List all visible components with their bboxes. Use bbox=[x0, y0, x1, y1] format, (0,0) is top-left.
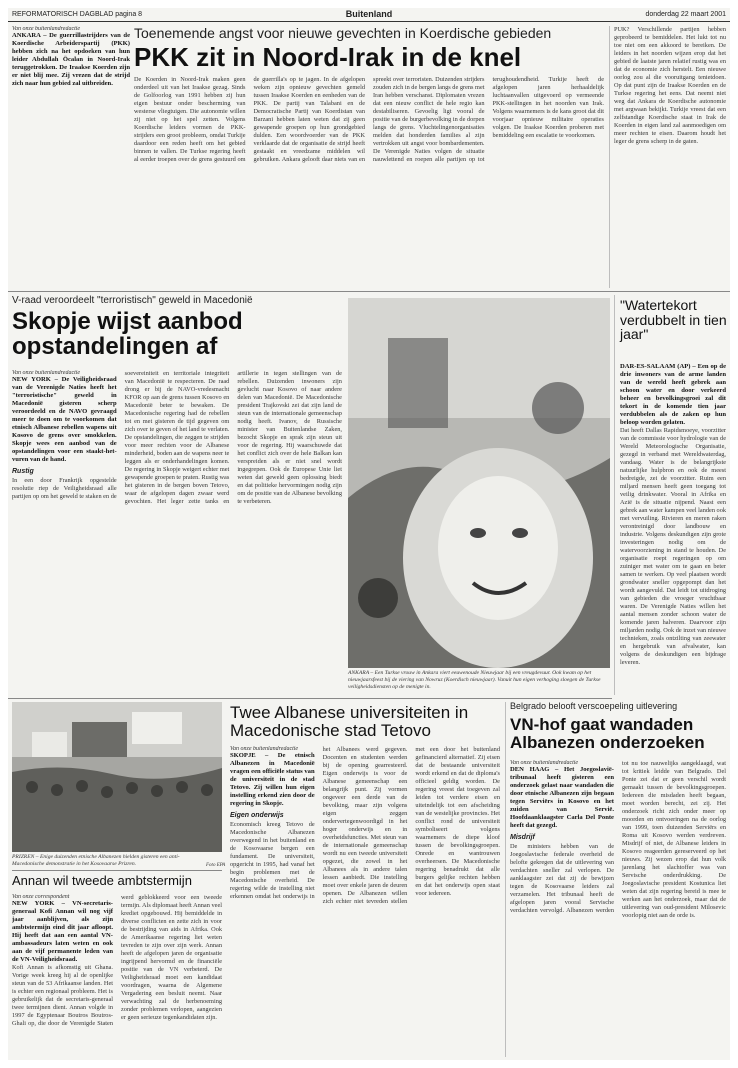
story3-body: Economisch kreeg Tetovo de Macedonische Albanezen overwegend in het buitenland en de Kosovaarse bergen een fundament. De universiteit, opgericht in 1995, had vanaf het begin problemen met de Macedonische overheid. De regering wilde de instelling niet erkennen omdat het onderwijs in het Albanees werd gegeven. Docenten en studenten werden bij de opening gearresteerd. Eigen onderwijs is voor de Albanese gemeenschap een belangrijk punt. Zij vormen ongeveer een derde van de bevolking, maar zijn volgens eigen zeggen ondervertegenwoordigd in het hoger onderwijs en in overheidsfuncties. Met steun van de internationale gemeenschap wordt nu een tweede universiteit opgezet, die zowel in het Albanees als in andere talen lessen aanbiedt. Die instelling moet over enkele jaren de deuren openen. De Albanezen willen zich echter niet tevreden stellen met een door het buitenland gefinancierd alternatief. Zij eisen dat de bestaande universiteit wordt erkend en dat de diploma's officieel geldig worden. De regering vreest dat toegeven zal leiden tot verdere eisen en uiteindelijk tot een afscheiding van de westelijke provincies. Het conflict rond de universiteit symboliseert volgens waarnemers de diepe kloof tussen de bevolkingsgroepen. Onrede en wantrouwen overheersen. De Macedonische regering benadrukt dat alle burgers gelijke rechten hebben en dat het onderwijs open staat voor iedereen. bbox=[230, 746, 500, 905]
story2-body-columns bbox=[12, 370, 342, 680]
paper-name: REFORMATORISCH DAGBLAD pagina 8 bbox=[12, 11, 143, 18]
photo-prizren-image bbox=[12, 702, 222, 852]
story5-body-columns bbox=[12, 894, 222, 1056]
column-divider bbox=[614, 295, 615, 695]
sidebar2-columns bbox=[620, 363, 726, 695]
story5-lead: NEW YORK – VN-secretaris-generaal Kofi Annan wil nog vijf jaar aanblijven, als zijn ambtstermijn eind dit jaar afloopt. Hij heeft dat aan een aantal VN-ambassadeurs laten weten en ook aan de vijf permanente leden van de VN-Veiligheidsraad. bbox=[12, 900, 113, 963]
story2-byline: Van onze buitenlandredactie bbox=[12, 370, 81, 376]
column-divider bbox=[609, 26, 610, 288]
story4-byline: Van onze buitenlandredactie bbox=[510, 760, 579, 766]
column-divider bbox=[505, 702, 506, 1057]
story2-body: In een door Frankrijk opgestelde resolutie riep de Veiligheidsraad alle partijen op om het geweld te staken en de soevereiniteit en territoriale integriteit van Macedonië te respecteren. De raad drong er bij de NAVO-vredesmacht KFOR op aan de grens tussen Kosovo en Macedonië beter te bewaken. De Macedonische regering had de rebellen tot en met gisteren de tijd gegeven om zich over te geven of het land te verlaten. De opstandelingen, die zeggen te strijden voor meer rechten voor de Albanese minderheid, boden aan de wapens neer te leggen als er onderhandelingen komen. De regering in Skopje weigert echter met gewapende groepen te praten. Rustig was het gisteren in de bergen boven Tetovo, waar de afgelopen dagen zwaar werd gevochten. Het leger zette tanks en artillerie in tegen stellingen van de rebellen. Duizenden inwoners zijn gevlucht naar Kosovo of naar andere delen van Macedonië. De Macedonische president Trajkovski zei dat zijn land de steun van de internationale gemeenschap nodig heeft. Ivanov, de Russische minister van Buitenlandse Zaken, bezocht Skopje en sprak zijn steun uit voor de regering. Hij waarschuwde dat het conflict zich over de hele Balkan kan verspreiden als er niet snel wordt ingegrepen. Ook de Europese Unie liet weten dat geweld geen oplossing biedt en dat politieke hervormingen nodig zijn om de positie van de Albanese bevolking te verbeteren. bbox=[12, 370, 342, 505]
story1-headline: PKK zit in Noord-Irak in de knel bbox=[134, 42, 522, 72]
story4-lead: DEN HAAG – Het Joegoslavië-tribunaal heeft gisteren een onderzoek gelast naar wandaden die door etnische Albanezen zijn begaan tegen Serviërs in Kosovo en het zuiden van Servië. Hoofdaanklaagster Carla Del Ponte heeft dat gezegd. bbox=[510, 766, 614, 829]
story2-lead: NEW YORK – De Veiligheidsraad van de Verenigde Naties heeft het "terroristische" geweld in Macedonië gisteren scherp veroordeeld en de NAVO gevraagd meer te doen om te voorkomen dat etnisch Albanese rebellen wapens uit Kosovo de grens over smokkelen. Skopje wees een aanbod van de opstandelingen voor een staakt-het-vuren van de hand. bbox=[12, 376, 117, 463]
header-rule bbox=[8, 21, 730, 22]
story1-byline: Van onze buitenlandredactie bbox=[12, 26, 81, 32]
story5-headline: Annan wil tweede ambtstermijn bbox=[12, 873, 192, 888]
photo1-caption: ANKARA – Een Turkse vrouw in Ankara viert eeuwenoude Nieuwjaar bij een vreugdevuur. Ook kwam op het nieuwjaarsfeest bij de viering van Nowruz (Koerdisch nieuwjaar). Vanuit hun eigen verhoging sloegen de Turkse veiligheidsdiensten op de menigte in. bbox=[348, 670, 601, 690]
photo2-caption: PRIZREN – Enige duizenden etnische Albanezen hielden gisteren een anti-Macedonische demonstratie in het Kosovaarse Prizren. bbox=[12, 854, 180, 867]
story4-body-columns bbox=[510, 760, 726, 1056]
section-rule bbox=[8, 291, 730, 292]
story3-body-columns bbox=[230, 746, 500, 1056]
story4-kicker: Belgrado belooft verscoepeling uitlevering bbox=[510, 701, 678, 711]
news-photo-prizren bbox=[12, 702, 222, 852]
story1-lead: ANKARA – De guerrillastrijders van de Koerdische Arbeiderspartij (PKK) hebben zich na het opdoeken van hun leider Abdullah Öcalan in Noord-Irak teruggetrokken. De Iraakse Koerden zijn er niet blij mee. Zij vrezen dat de strijd zich naar hun gebied zal uitbreiden. bbox=[12, 32, 130, 87]
sidebar2-lead: DAR-ES-SALAAM (AP) – Een op de drie inwoners van de arme landen van de wereld heeft gebrek aan schoon water en door verkeerd beheer en bevolkingsgroei zal dit tekort in de komende tien jaar verdubbelen als de zaken op hun beloop worden gelaten. bbox=[620, 363, 726, 426]
story1-kicker: Toenemende angst voor nieuwe gevechten in Koerdische gebieden bbox=[134, 25, 552, 41]
story1-lead-column bbox=[12, 26, 130, 286]
story4-subhead: Misdrijf bbox=[510, 834, 535, 841]
photo-ankara-image bbox=[348, 298, 610, 668]
story3-subhead: Eigen onderwijs bbox=[230, 812, 284, 819]
story2-kicker: V-raad veroordeelt "terroristisch" geweld in Macedonië bbox=[12, 295, 253, 306]
sidebar2-headline: "Watertekort verdubbelt in tien jaar" bbox=[620, 297, 727, 343]
issue-date: donderdag 22 maart 2001 bbox=[645, 11, 726, 18]
news-photo-ankara bbox=[348, 298, 610, 668]
sidebar1-body: PUK? Verschillende partijen hebben geprobeerd te bemiddelen. Het lukt tot nu toe niet om een akkoord te bereiken. De leiders in het noorden wijzen erop dat het gebied de laatste jaren relatief rustig was en dat de economie zich herstelt. Een nieuwe oorlog zou al die vooruitgang tenietdoen. Op dat punt zijn de Iraakse Koerden en de Turkse regering het eens. Dat neemt niet weg dat Ankara de Koerdische autonomie met argwaan bekijkt. Turkije vreest dat een zelfstandige Koerdische staat in Irak de Koerden in eigen land zal aanmoedigen om meer rechten te eisen. Daarom houdt het leger de grens scherp in de gaten. bbox=[614, 26, 726, 145]
story3-lead: SKOPJE – De etnisch Albanezen in Macedonië vragen een officiële status van de universiteit in de stad Tetovo. Zij willen hun eigen instelling erkend zien door de regering in Skopje. bbox=[230, 752, 315, 807]
story4-headline: VN-hof gaat wandaden Albanezen onderzoeken bbox=[510, 715, 705, 752]
section-title: Buitenland bbox=[345, 9, 393, 19]
sidebar1 bbox=[614, 26, 726, 288]
story5-body: Kofi Annan is afkomstig uit Ghana. Vorige week kreeg hij al de openlijke steun van de 53 Afrikaanse landen. Het is echter een regionaal probleem. Het is gebruikelijk dat de secretaris-generaal twee termijnen dient. Annan volgde in 1997 de Egyptenaar Boutros Boutros-Ghali op, die door de Verenigde Staten werd geblokkeerd voor een tweede termijn. Als diplomaat heeft Annan veel krediet opgebouwd. Hij bemiddelde in diverse conflicten en zette zich in voor de bestrijding van aids in Afrika. Ook de Amerikaanse regering liet weten tevreden te zijn over zijn werk. Annan heeft de afgelopen jaren de organisatie ingrijpend hervormd en de financiële positie van de VN verbeterd. De Veiligheidsraad moet een kandidaat voordragen, waarna de Algemene Vergadering een besluit neemt. Naar verwachting zal de herbenoeming zonder problemen verlopen, aangezien er geen serieuze tegenkandidaten zijn. bbox=[12, 894, 222, 1027]
story2-headline: Skopje wijst aanbod opstandelingen af bbox=[12, 308, 243, 360]
story5-byline: Van onze correspondent bbox=[12, 894, 70, 900]
photo2-credit: Foto EPA bbox=[206, 863, 226, 868]
story1-body-columns bbox=[134, 76, 604, 284]
section-rule bbox=[12, 870, 222, 871]
story3-byline: Van onze buitenlandredactie bbox=[230, 746, 299, 752]
newspaper-page bbox=[8, 8, 730, 1060]
story2-subhead-rustig: Rustig bbox=[12, 468, 34, 475]
story3-headline: Twee Albanese universiteiten in Macedonische stad Tetovo bbox=[230, 703, 469, 740]
story1-body: De Koerden in Noord-Irak maken geen onderdeel uit van het Iraakse gezag. Sinds de Golfoorlog van 1991 hebben zij hun eigen bestuur onder bescherming van westerse vliegtuigen. Die autonomie willen zij niet op het spel zetten. Volgens Koerdische leiders vormen de PKK-strijders een groot probleem, omdat Turkije daardoor een reden heeft om het gebied binnen te vallen. De Turkse regering heeft al eerder troepen over de grens gestuurd om de guerrilla's op te jagen. In de afgelopen weken zijn opnieuw gevechten gemeld tussen Iraakse Koerden en eenheden van de PKK. De partij van Talabani en de Democratische Partij van Koerdistan van Barzani hebben laten weten dat zij geen gewapende groepen op hun grondgebied dulden. Een woordvoerder van de PKK verklaarde dat de organisatie de strijd heeft gestaakt en vreedzame middelen wil gebruiken. Ankara gelooft daar niets van en spreekt over terroristen. Duizenden strijders zouden zich in de bergen langs de grens met Iran hebben verschanst. Diplomaten vrezen dat een nieuw conflict de hele regio kan destabiliseren. Gevoelig ligt vooral de positie van de burgerbevolking in de dorpen langs de grens. Vluchtelingenorganisaties melden dat honderden families al zijn vertrokken uit angst voor bombardementen. De Verenigde Naties volgen de situatie nauwlettend en roepen alle partijen op tot terughoudendheid. Turkije heeft de afgelopen jaren herhaaldelijk luchtaanvallen uitgevoerd op vermeende PKK-stellingen in het noorden van Irak. Volgens waarnemers is de kans groot dat dit voorjaar opnieuw militaire operaties volgen. De Iraakse Koerden proberen met bemiddeling een escalatie te voorkomen. bbox=[134, 76, 604, 163]
story4-body: De ministers hebben van de Joegoslavische federale overheid de belofte gekregen dat de uitlevering van verdachten sneller zal verlopen. De aanklaagster zei dat zij de bewijzen tegen de Kosovaarse leiders zal verzamelen. Het tribunaal heeft de afgelopen jaren vooral Servische verdachten vervolgd. Albanezen werden tot nu toe nauwelijks aangeklaagd, wat tot kritiek leidde van Belgrado. Del Ponte zei dat er geen verschil wordt gemaakt tussen de bevolkingsgroepen. Iedereen die misdaden heeft begaan, moet worden berecht, zei zij. Het onderzoek richt zich onder meer op moorden en ontvoeringen na de oorlog van 1999, toen duizenden Serviërs en Roma uit Kosovo werden verdreven. Misdrijf of niet, de Albanese leiders in Kosovo reageerden gereserveerd op het nieuws. Zij wezen erop dat hun volk jarenlang het slachtoffer was van Servische onderdrukking. De Joegoslavische president Kostunica liet weten dat zijn regering bereid is mee te werken aan het onderzoek, maar dat de uitlevering van oud-president Milosevic voorlopig niet aan de orde is. bbox=[510, 760, 726, 919]
sidebar2-body: Dat heeft Dallas Rapidsmoeye, voorzitter van de commissie voor hydrologie van de Wereld Meteorologische Organisatie, gezegd in verband met Wereldwaterdag, vandaag. Water is de belangrijkste natuurlijke hulpbron en ook de meest bedreigde, zei de voorzitter. Ruim een miljard mensen heeft geen toegang tot veilig drinkwater. Vooral in Afrika en Azië is de situatie nijpend. Naast een gebrek aan water kampen veel landen ook met vervuiling. Rivieren en meren raken verontreinigd door landbouw en industrie. Volgens deskundigen zijn grote investeringen nodig om de watervoorziening in stand te houden. De organisatie roept regeringen op om zuiniger met water om te gaan en beter samen te werken. Op veel plaatsen wordt grondwater sneller opgepompt dan het wordt aangevuld. Dat leidt tot uitdroging van gebieden die vroeger vruchtbaar waren. De Verenigde Naties willen het aantal mensen zonder schoon water de komende jaren halveren. Daarvoor zijn miljarden nodig. Ook de inzet van nieuwe technieken, zoals ontzilting van zeewater en hergebruik van afvalwater, kan volgens de deskundigen een bijdrage leveren. bbox=[620, 427, 726, 666]
section-rule bbox=[8, 698, 612, 699]
